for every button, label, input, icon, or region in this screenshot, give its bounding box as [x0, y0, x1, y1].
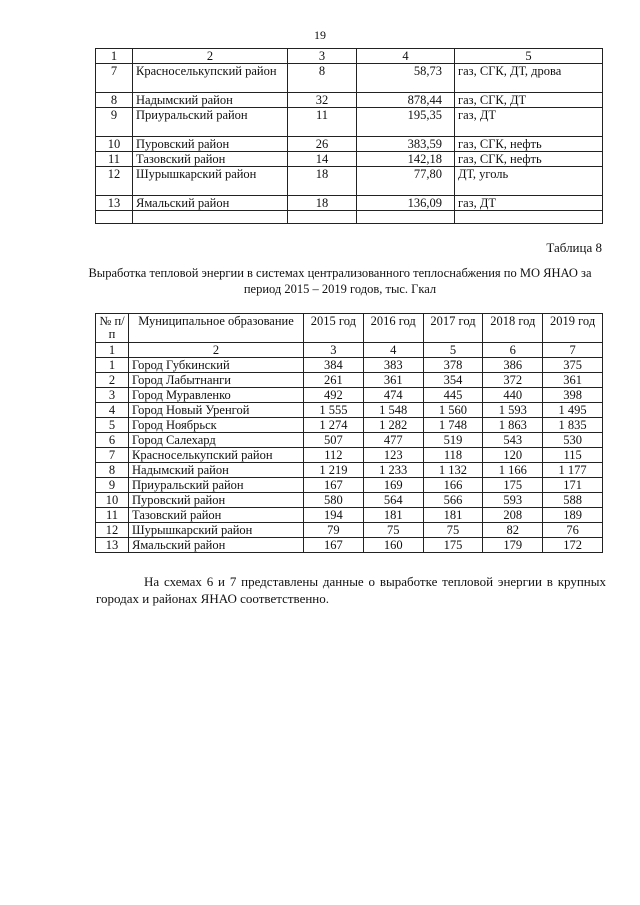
table-row — [96, 418, 603, 433]
index-cell: 7 — [543, 343, 603, 358]
index-cell: 3 — [288, 49, 357, 64]
value-2017: 75 — [423, 523, 483, 538]
row-number: 9 — [96, 108, 133, 137]
row-number: 12 — [96, 523, 129, 538]
header-municipality: Муниципальное образование — [129, 314, 304, 343]
value-2018: 372 — [483, 373, 543, 388]
index-cell: 3 — [304, 343, 364, 358]
row-number: 13 — [96, 538, 129, 553]
value-2017: 445 — [423, 388, 483, 403]
row-number: 13 — [96, 196, 133, 211]
value-2017: 1 132 — [423, 463, 483, 478]
value-2015: 112 — [304, 448, 364, 463]
table-header-row — [96, 314, 603, 343]
row-fuel: газ, СГК, нефть — [455, 152, 603, 167]
value-2016: 383 — [363, 358, 423, 373]
row-power: 136,09 — [357, 196, 455, 211]
row-number: 8 — [96, 93, 133, 108]
value-2016: 474 — [363, 388, 423, 403]
page-number: 19 — [314, 28, 326, 42]
row-municipality: Пуровский район — [133, 137, 288, 152]
row-number: 11 — [96, 508, 129, 523]
value-2018: 1 863 — [483, 418, 543, 433]
value-2017: 566 — [423, 493, 483, 508]
value-2015: 194 — [304, 508, 364, 523]
row-count: 8 — [288, 64, 357, 93]
value-2015: 261 — [304, 373, 364, 388]
row-count: 18 — [288, 167, 357, 196]
table-row — [96, 538, 603, 553]
row-municipality: Город Ноябрьск — [129, 418, 304, 433]
row-number: 8 — [96, 463, 129, 478]
value-2019: 530 — [543, 433, 603, 448]
value-2018: 1 166 — [483, 463, 543, 478]
value-2017: 166 — [423, 478, 483, 493]
row-fuel: газ, СГК, ДТ, дрова — [455, 64, 603, 93]
table-row — [96, 388, 603, 403]
row-count: 32 — [288, 93, 357, 108]
value-2016: 123 — [363, 448, 423, 463]
index-cell: 5 — [455, 49, 603, 64]
row-number: 10 — [96, 493, 129, 508]
header-year-2019: 2019 год — [543, 314, 603, 343]
table-index-row — [96, 49, 603, 64]
value-2018: 1 593 — [483, 403, 543, 418]
index-cell: 2 — [133, 49, 288, 64]
value-2015: 167 — [304, 478, 364, 493]
value-2015: 167 — [304, 538, 364, 553]
value-2017: 354 — [423, 373, 483, 388]
row-municipality: Город Губкинский — [129, 358, 304, 373]
table-row — [96, 93, 603, 108]
table-row — [96, 358, 603, 373]
value-2016: 160 — [363, 538, 423, 553]
table-8-title: Выработка тепловой энергии в системах централизованного теплоснабжения по МО ЯНАО за период 2015 – 2019 годов, тыс. Гкал — [88, 266, 592, 296]
value-2015: 1 555 — [304, 403, 364, 418]
row-municipality: Город Салехард — [129, 433, 304, 448]
row-municipality: Надымский район — [129, 463, 304, 478]
row-power: 878,44 — [357, 93, 455, 108]
value-2016: 477 — [363, 433, 423, 448]
value-2017: 519 — [423, 433, 483, 448]
value-2018: 82 — [483, 523, 543, 538]
row-power: 58,73 — [357, 64, 455, 93]
header-year-2018: 2018 год — [483, 314, 543, 343]
row-number: 2 — [96, 373, 129, 388]
row-municipality: Город Муравленко — [129, 388, 304, 403]
value-2019: 361 — [543, 373, 603, 388]
value-2018: 179 — [483, 538, 543, 553]
header-year-2017: 2017 год — [423, 314, 483, 343]
value-2016: 1 548 — [363, 403, 423, 418]
value-2015: 384 — [304, 358, 364, 373]
row-number: 11 — [96, 152, 133, 167]
index-cell: 1 — [96, 343, 129, 358]
row-fuel: газ, СГК, нефть — [455, 137, 603, 152]
value-2019: 588 — [543, 493, 603, 508]
table-row — [96, 433, 603, 448]
value-2019: 1 495 — [543, 403, 603, 418]
value-2015: 1 219 — [304, 463, 364, 478]
table-7-continuation — [95, 48, 603, 224]
value-2018: 208 — [483, 508, 543, 523]
header-year-2015: 2015 год — [304, 314, 364, 343]
row-municipality: Ямальский район — [133, 196, 288, 211]
row-power: 195,35 — [357, 108, 455, 137]
table-row — [96, 373, 603, 388]
value-2015: 580 — [304, 493, 364, 508]
value-2017: 181 — [423, 508, 483, 523]
value-2015: 79 — [304, 523, 364, 538]
value-2018: 543 — [483, 433, 543, 448]
value-2019: 76 — [543, 523, 603, 538]
row-power: 383,59 — [357, 137, 455, 152]
row-number: 6 — [96, 433, 129, 448]
table-row — [96, 508, 603, 523]
row-number: 5 — [96, 418, 129, 433]
row-fuel: газ, СГК, ДТ — [455, 93, 603, 108]
table-row-blank — [96, 211, 603, 224]
header-number: № п/п — [96, 314, 129, 343]
row-municipality: Город Лабытнанги — [129, 373, 304, 388]
value-2018: 440 — [483, 388, 543, 403]
value-2016: 181 — [363, 508, 423, 523]
value-2017: 175 — [423, 538, 483, 553]
value-2016: 169 — [363, 478, 423, 493]
index-cell: 4 — [357, 49, 455, 64]
index-cell: 4 — [363, 343, 423, 358]
row-municipality: Тазовский район — [129, 508, 304, 523]
row-count: 11 — [288, 108, 357, 137]
row-municipality: Пуровский район — [129, 493, 304, 508]
value-2019: 398 — [543, 388, 603, 403]
row-fuel: газ, ДТ — [455, 196, 603, 211]
table-row — [96, 196, 603, 211]
table-row — [96, 108, 603, 137]
summary-paragraph: На схемах 6 и 7 представлены данные о выработке тепловой энергии в крупных городах и районах ЯНАО соответственно. — [96, 574, 606, 606]
value-2019: 172 — [543, 538, 603, 553]
value-2017: 378 — [423, 358, 483, 373]
row-municipality: Шурышкарский район — [133, 167, 288, 196]
value-2017: 1 748 — [423, 418, 483, 433]
value-2016: 1 233 — [363, 463, 423, 478]
value-2016: 361 — [363, 373, 423, 388]
table-row — [96, 403, 603, 418]
row-number: 10 — [96, 137, 133, 152]
row-municipality: Надымский район — [133, 93, 288, 108]
value-2018: 386 — [483, 358, 543, 373]
row-number: 7 — [96, 448, 129, 463]
value-2016: 1 282 — [363, 418, 423, 433]
row-municipality: Красноселькупский район — [133, 64, 288, 93]
row-count: 18 — [288, 196, 357, 211]
row-municipality: Тазовский район — [133, 152, 288, 167]
index-cell: 5 — [423, 343, 483, 358]
row-municipality: Красноселькупский район — [129, 448, 304, 463]
table-row — [96, 493, 603, 508]
table-row — [96, 523, 603, 538]
value-2018: 593 — [483, 493, 543, 508]
row-number: 12 — [96, 167, 133, 196]
value-2018: 120 — [483, 448, 543, 463]
table-row — [96, 64, 603, 93]
value-2015: 507 — [304, 433, 364, 448]
row-municipality: Шурышкарский район — [129, 523, 304, 538]
row-number: 7 — [96, 64, 133, 93]
row-municipality: Город Новый Уренгой — [129, 403, 304, 418]
table-row — [96, 448, 603, 463]
row-municipality: Приуральский район — [133, 108, 288, 137]
row-municipality: Приуральский район — [129, 478, 304, 493]
table-8-label: Таблица 8 — [546, 240, 602, 255]
value-2019: 375 — [543, 358, 603, 373]
table-row — [96, 463, 603, 478]
table-index-row — [96, 343, 603, 358]
value-2016: 564 — [363, 493, 423, 508]
row-municipality: Ямальский район — [129, 538, 304, 553]
value-2015: 492 — [304, 388, 364, 403]
value-2016: 75 — [363, 523, 423, 538]
row-fuel: ДТ, уголь — [455, 167, 603, 196]
row-fuel: газ, ДТ — [455, 108, 603, 137]
table-row — [96, 167, 603, 196]
table-row — [96, 478, 603, 493]
value-2019: 115 — [543, 448, 603, 463]
value-2019: 1 177 — [543, 463, 603, 478]
table-8 — [95, 313, 603, 553]
value-2019: 1 835 — [543, 418, 603, 433]
row-power: 77,80 — [357, 167, 455, 196]
table-row — [96, 152, 603, 167]
row-count: 26 — [288, 137, 357, 152]
table-row — [96, 137, 603, 152]
value-2018: 175 — [483, 478, 543, 493]
value-2015: 1 274 — [304, 418, 364, 433]
row-number: 9 — [96, 478, 129, 493]
index-cell: 2 — [129, 343, 304, 358]
index-cell: 6 — [483, 343, 543, 358]
value-2017: 118 — [423, 448, 483, 463]
row-number: 1 — [96, 358, 129, 373]
row-number: 4 — [96, 403, 129, 418]
index-cell: 1 — [96, 49, 133, 64]
row-number: 3 — [96, 388, 129, 403]
row-count: 14 — [288, 152, 357, 167]
value-2017: 1 560 — [423, 403, 483, 418]
value-2019: 189 — [543, 508, 603, 523]
header-year-2016: 2016 год — [363, 314, 423, 343]
value-2019: 171 — [543, 478, 603, 493]
row-power: 142,18 — [357, 152, 455, 167]
